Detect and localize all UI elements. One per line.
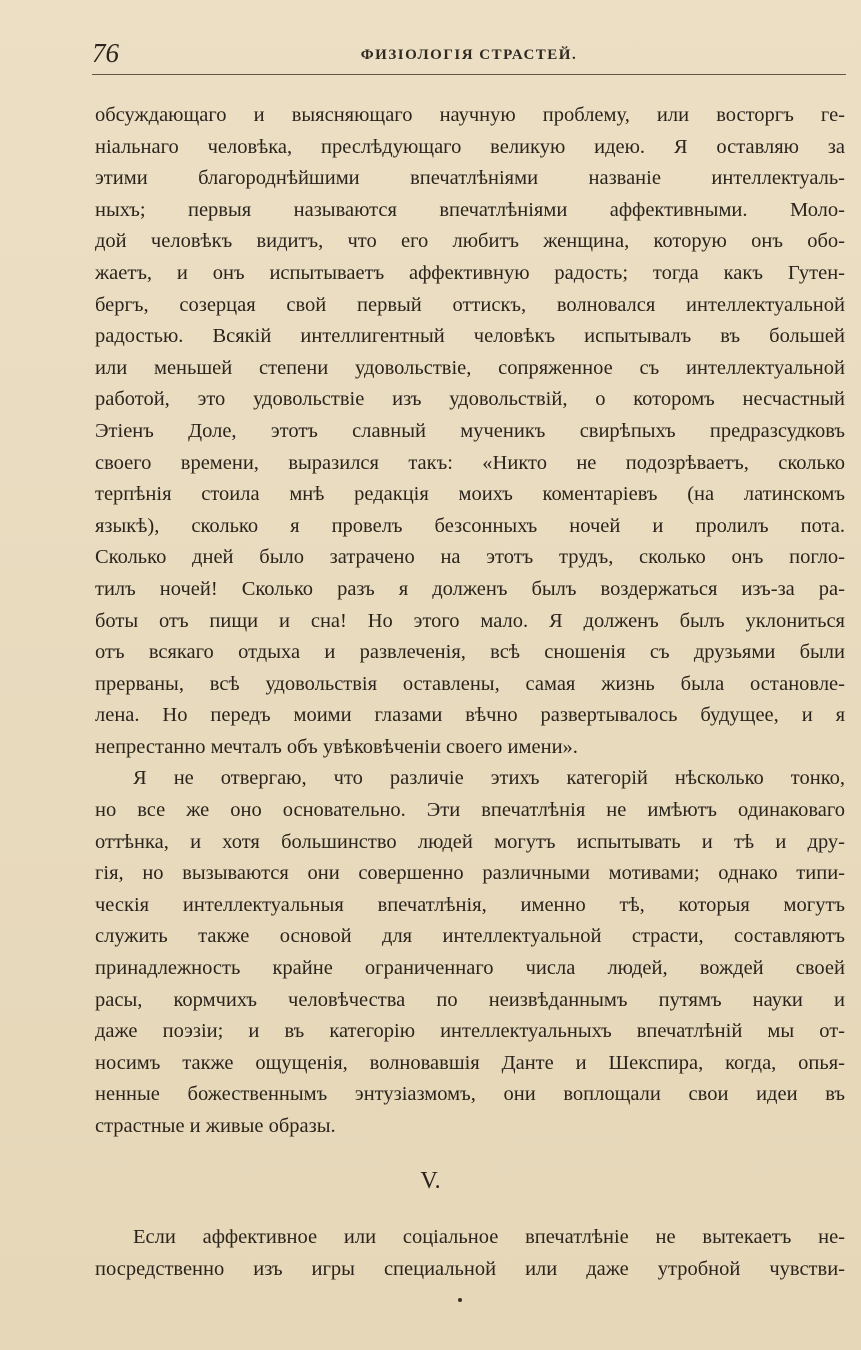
text-line: расы, кормчихъ человѣчества по неизвѣданнымъ путямъ науки и xyxy=(95,988,845,1011)
text-line: жаетъ, и онъ испытываетъ аффективную радость; тогда какъ Гутен- xyxy=(95,261,845,284)
text-line: Этіенъ Доле, этотъ славный мученикъ свирѣпыхъ предразсудковъ xyxy=(95,419,845,442)
text-line: служить также основой для интеллектуальной страсти, составляютъ xyxy=(95,925,845,948)
header-rule xyxy=(92,74,846,75)
text-line: терпѣнія стоила мнѣ редакція моихъ коментаріевъ (на латинскомъ xyxy=(95,483,845,506)
running-title: ФИЗІОЛОГІЯ СТРАСТЕЙ. xyxy=(360,47,578,63)
text-line: Я не отвергаю, что различіе этихъ категорій нѣсколько тонко, xyxy=(133,767,845,790)
paragraph-1 xyxy=(95,100,845,763)
text-line: отъ всякаго отдыха и развлеченія, всѣ сношенія съ друзьями были xyxy=(95,641,845,664)
text-line: прерваны, всѣ удовольствія оставлены, самая жизнь была остановле- xyxy=(95,672,845,695)
text-line: обсуждающаго и выясняющаго научную проблему, или восторгъ ге- xyxy=(95,104,845,126)
text-line: оттѣнка, и хотя большинство людей могутъ испытывать и тѣ и дру- xyxy=(95,830,845,853)
text-line: языкѣ), сколько я провелъ безсонныхъ ночей и пролилъ пота. xyxy=(95,514,845,537)
section-heading: V. xyxy=(420,1168,441,1194)
text-line: гія, но вызываются они совершенно различными мотивами; однако типи- xyxy=(95,862,845,885)
body-text xyxy=(95,100,845,1143)
ink-speck xyxy=(458,1298,462,1302)
paragraph-3 xyxy=(95,1222,845,1285)
page-header xyxy=(92,38,846,74)
text-line: своего времени, выразился такъ: «Никто не подозрѣваетъ, сколько xyxy=(95,451,845,474)
text-line: ненные божественнымъ энтузіазмомъ, они воплощали свои идеи въ xyxy=(95,1083,845,1106)
text-line: или меньшей степени удовольствіе, сопряженное съ интеллектуальной xyxy=(95,356,845,379)
text-line: тилъ ночей! Сколько разъ я долженъ былъ воздержаться изъ-за ра- xyxy=(95,577,845,600)
text-line: ческія интеллектуальныя впечатлѣнія, именно тѣ, которыя могутъ xyxy=(95,893,845,916)
text-line: бергъ, созерцая свой первый оттискъ, волновался интеллектуальной xyxy=(95,293,845,316)
text-line: непрестанно мечталъ объ увѣковѣченіи своего имени». xyxy=(95,735,578,758)
text-line: страстные и живые образы. xyxy=(95,1115,336,1137)
text-line: дой человѣкъ видитъ, что его любитъ женщина, которую онъ обо- xyxy=(95,230,845,253)
text-line: Если аффективное или соціальное впечатлѣніе не вытекаетъ не- xyxy=(133,1226,845,1248)
page-number: 76 xyxy=(92,38,119,68)
text-line: носимъ также ощущенія, волновавшія Данте и Шекспира, когда, опья- xyxy=(95,1051,845,1074)
text-line: боты отъ пищи и сна! Но этого мало. Я долженъ былъ уклониться xyxy=(95,609,845,632)
text-line: лена. Но передъ моими глазами вѣчно развертывалось будущее, и я xyxy=(95,704,845,727)
paragraph-2 xyxy=(95,763,845,1142)
text-line: радостью. Всякій интеллигентный человѣкъ испытывалъ въ большей xyxy=(95,325,845,348)
text-line: даже поэзіи; и въ категорію интеллектуальныхъ впечатлѣній мы от- xyxy=(95,1020,845,1043)
text-line: ныхъ; первыя называются впечатлѣніями аффективными. Моло- xyxy=(95,198,845,221)
text-line: работой, это удовольствіе изъ удовольствій, о которомъ несчастный xyxy=(95,388,845,411)
text-line: но все же оно основательно. Эти впечатлѣнія не имѣютъ одинаковаго xyxy=(95,799,845,822)
text-line: принадлежность крайне ограниченнаго числа людей, вождей своей xyxy=(95,957,845,980)
text-line: ніальнаго человѣка, преслѣдующаго великую идею. Я оставляю за xyxy=(95,135,845,158)
text-line: Сколько дней было затрачено на этотъ трудъ, сколько онъ погло- xyxy=(95,546,845,569)
text-line: посредственно изъ игры специальной или даже утробной чувстви- xyxy=(95,1257,845,1280)
text-line: этими благороднѣйшими впечатлѣніями названіе интеллектуаль- xyxy=(95,167,845,190)
